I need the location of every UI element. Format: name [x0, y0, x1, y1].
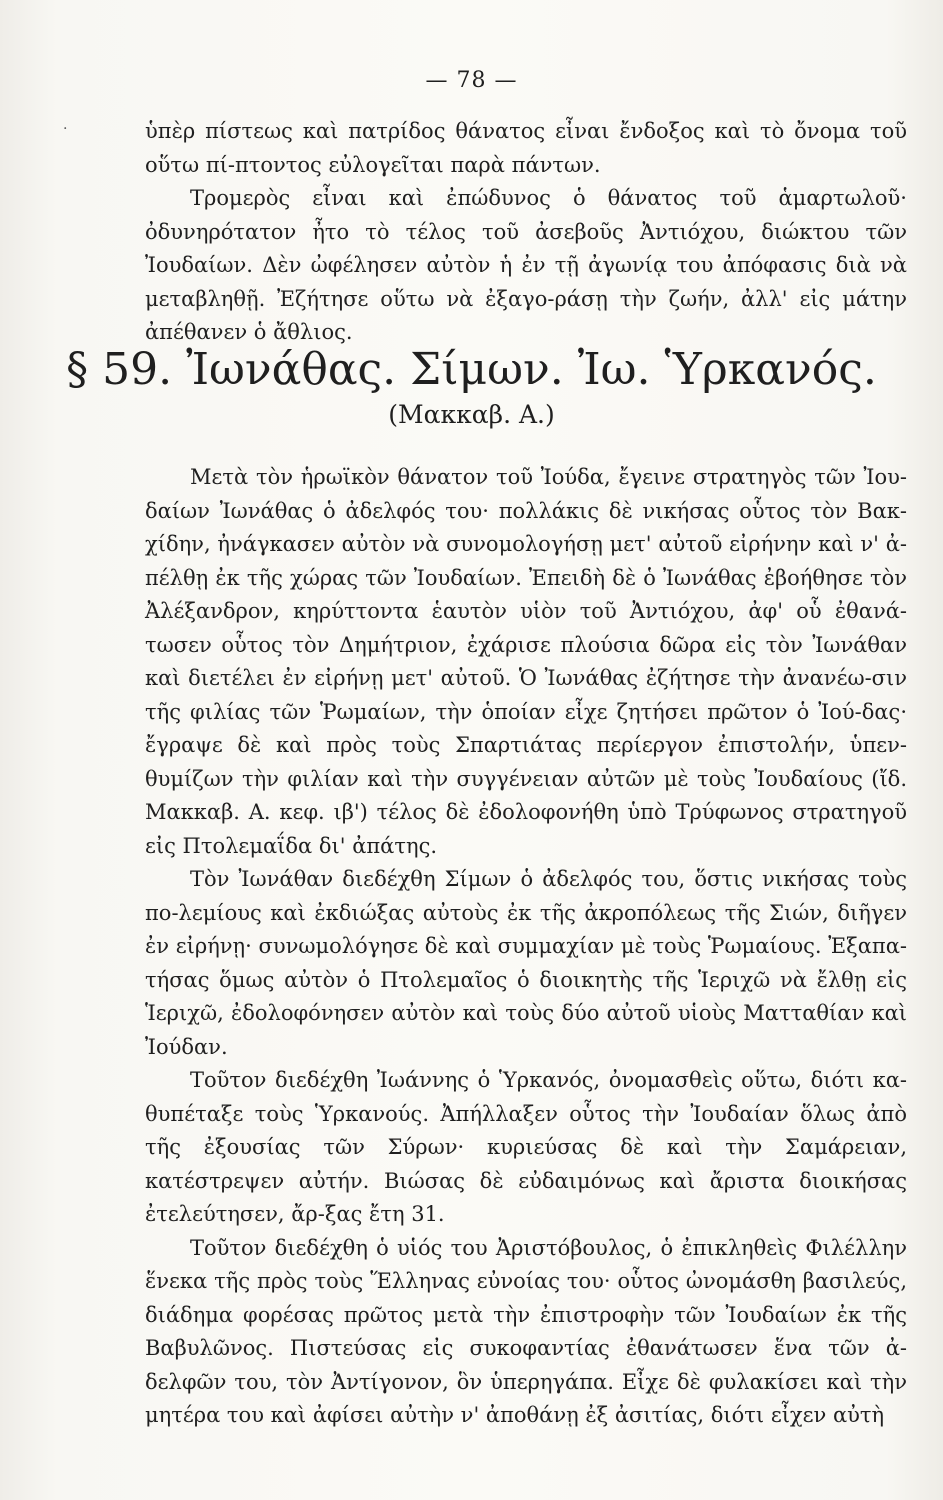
- intro-paragraph: Τρομερὸς εἶναι καὶ ἐπώδυνος ὁ θάνατος τοῦ ἁμαρτωλοῦ· ὀδυνηρότατον ἦτο τὸ τέλος τοῦ ἀσεβοῦς Ἀντιόχου, διώκτου τῶν Ἰουδαίων. Δὲν ὠφέλησεν αὐτὸν ἡ ἐν τῇ ἀγωνίᾳ του ἀπόφασις διὰ νὰ μεταβληθῇ. Ἐζήτησε οὕτω νὰ ἐξαγο-ράσῃ τὴν ζωήν, ἀλλ' εἰς μάτην ἀπέθανεν ὁ ἄθλιος.: [145, 186, 907, 344]
- page-number: — 78 —: [425, 68, 518, 93]
- body-paragraph: Τοῦτον διεδέχθη Ἰωάννης ὁ Ὑρκανός, ὀνομασθεὶς οὕτω, διότι κα-θυπέταξε τοὺς Ὑρκανούς. Ἀπήλλαξεν οὗτος τὴν Ἰουδαίαν ὅλως ἀπὸ τῆς ἐξουσίας τῶν Σύρων· κυριεύσας δὲ καὶ τὴν Σαμάρειαν, κατέστρεψεν αὐτήν. Βιώσας δὲ εὐδαιμόνως καὶ ἄριστα διοικήσας ἐτελεύτησεν, ἄρ-ξας ἔτη 31.: [145, 1068, 907, 1226]
- section-source-reference: (Μακκαβ. Α.): [388, 400, 555, 429]
- margin-mark: .: [63, 117, 68, 133]
- intro-paragraph: ὑπὲρ πίστεως καὶ πατρίδος θάνατος εἶναι ἔνδοξος καὶ τὸ ὄνομα τοῦ οὕτω πί-πτοντος εὐλογεῖται παρὰ πάντων.: [145, 119, 907, 177]
- section-heading: § 59. Ἰωνάθας. Σίμων. Ἰω. Ὑρκανός.: [66, 344, 877, 395]
- section-body: [145, 461, 907, 1433]
- body-paragraph: Τὸν Ἰωνάθαν διεδέχθη Σίμων ὁ ἀδελφός του, ὅστις νικήσας τοὺς πο-λεμίους καὶ ἐκδιώξας αὐτοὺς ἐκ τῆς ἀκροπόλεως τῆς Σιών, διῆγεν ἐν εἰρήνῃ· συνωμολόγησε δὲ καὶ συμμαχίαν μὲ τοὺς Ῥωμαίους. Ἐξαπα-τήσας ὅμως αὐτὸν ὁ Πτολεμαῖος ὁ διοικητὴς τῆς Ἱεριχῶ νὰ ἔλθῃ εἰς Ἱεριχῶ, ἐδολοφόνησεν αὐτὸν καὶ τοὺς δύο αὐτοῦ υἱοὺς Ματταθίαν καὶ Ἰούδαν.: [145, 867, 907, 1059]
- body-paragraph: Τοῦτον διεδέχθη ὁ υἱός του Ἀριστόβουλος, ὁ ἐπικληθεὶς Φιλέλλην ἕνεκα τῆς πρὸς τοὺς Ἕλληνας εὐνοίας του· οὗτος ὠνομάσθη βασιλεύς, διάδημα φορέσας πρῶτος μετὰ τὴν ἐπιστροφὴν τῶν Ἰουδαίων ἐκ τῆς Βαβυλῶνος. Πιστεύσας εἰς συκοφαντίας ἐθανάτωσεν ἕνα τῶν ἀ-δελφῶν του, τὸν Ἀντίγονον, ὃν ὑπερηγάπα. Εἶχε δὲ φυλακίσει καὶ τὴν μητέρα του καὶ ἀφίσει αὐτὴν ν' ἀποθάνῃ ἐξ ἀσιτίας, διότι εἶχεν αὐτὴ: [145, 1235, 907, 1427]
- body-paragraph: Μετὰ τὸν ἡρωϊκὸν θάνατον τοῦ Ἰούδα, ἔγεινε στρατηγὸς τῶν Ἰου-δαίων Ἰωνάθας ὁ ἀδελφός του· πολλάκις δὲ νικήσας οὗτος τὸν Βακ-χίδην, ἠνάγκασεν αὐτὸν νὰ συνομολογήσῃ μετ' αὐτοῦ εἰρήνην καὶ ν' ἀ-πέλθῃ ἐκ τῆς χώρας τῶν Ἰουδαίων. Ἐπειδὴ δὲ ὁ Ἰωνάθας ἐβοήθησε τὸν Ἀλέξανδρον, κηρύττοντα ἑαυτὸν υἱὸν τοῦ Ἀντιόχου, ἀφ' οὗ ἐθανά-τωσεν οὗτος τὸν Δημήτριον, ἐχάρισε πλούσια δῶρα εἰς τὸν Ἰωνάθαν καὶ διετέλει ἐν εἰρήνῃ μετ' αὐτοῦ. Ὁ Ἰωνάθας ἐζήτησε τὴν ἀνανέω-σιν τῆς φιλίας τῶν Ῥωμαίων, τὴν ὁποίαν εἶχε ζητήσει πρῶτον ὁ Ἰού-δας· ἔγραψε δὲ καὶ πρὸς τοὺς Σπαρτιάτας περίεργον ἐπιστολήν, ὑπεν-θυμίζων τὴν φιλίαν καὶ τὴν συγγένειαν αὐτῶν μὲ τοὺς Ἰουδαίους (ἴδ. Μακκαβ. Α. κεφ. ιβ') τέλος δὲ ἐδολοφονήθη ὑπὸ Τρύφωνος στρατηγοῦ εἰς Πτολεμαΐδα δι' ἀπάτης.: [145, 465, 907, 858]
- intro-text: [145, 115, 907, 350]
